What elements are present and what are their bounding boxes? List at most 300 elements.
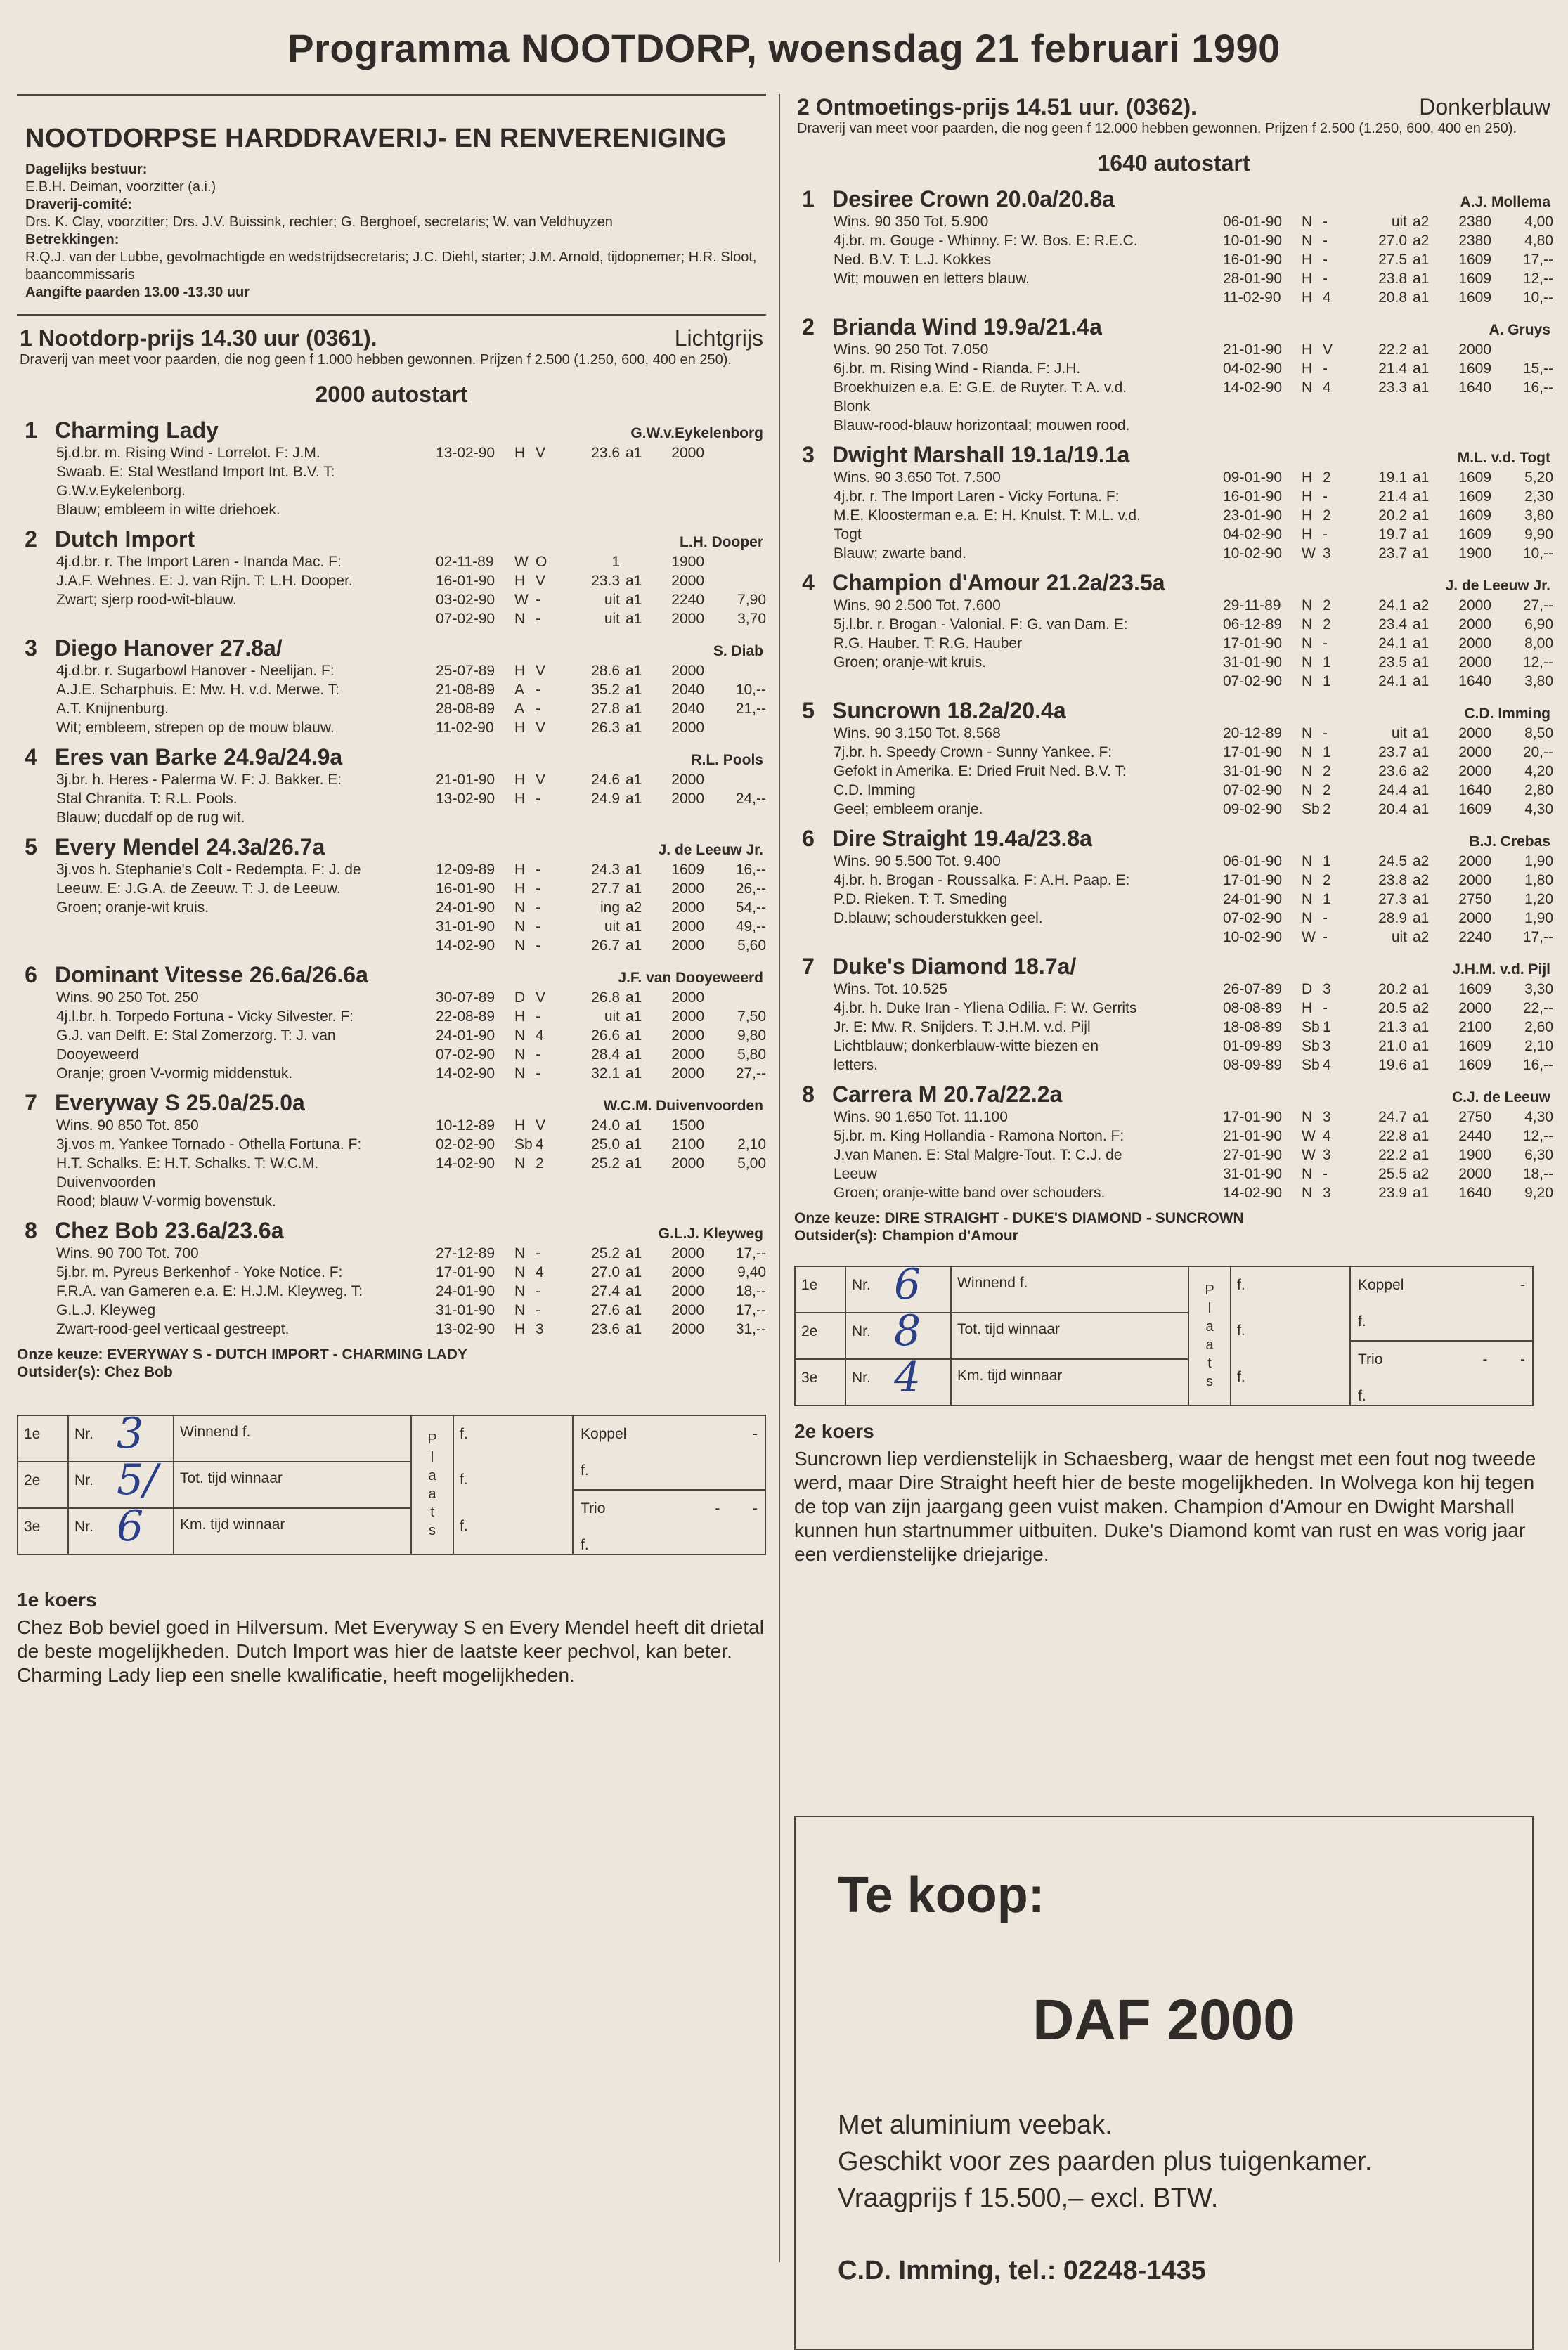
pick-nr-field[interactable] (846, 1306, 952, 1358)
run-distance: 2000 (1458, 1166, 1491, 1182)
run-odds (704, 571, 766, 590)
horse-info (56, 661, 436, 737)
run-place: - (536, 862, 540, 878)
horse-info-line: D.blauw; schouderstukken geel. (834, 910, 1043, 926)
run-row (436, 1282, 766, 1301)
run-start: a2 (1413, 872, 1430, 888)
run-distance: 2000 (1458, 763, 1491, 779)
run-time: 24.9 (591, 791, 620, 807)
horse-info-line: 4j.d.br. r. Sugarbowl Hanover - Neelijan. F: (56, 663, 335, 679)
horse-body (17, 988, 766, 1083)
koppel-cell[interactable] (1351, 1267, 1532, 1304)
run-track: H (1302, 342, 1313, 358)
run-start: a1 (1413, 526, 1430, 543)
run-place: 2 (1323, 782, 1331, 798)
handwritten-pick: 8 (894, 1306, 921, 1356)
horse-info-line: 5j.br. m. King Hollandia - Ramona Norton. F: (834, 1128, 1125, 1144)
outsider-value: Champion d'Amour (881, 1228, 1018, 1244)
horse-entry (794, 954, 1553, 1075)
race-header (17, 316, 766, 351)
run-distance: 1609 (1458, 361, 1491, 377)
run-time: 23.7 (1378, 545, 1407, 561)
horse-info (834, 980, 1223, 1075)
run-place: 2 (1323, 801, 1331, 817)
handwritten-pick: 6 (117, 1502, 144, 1551)
pick-position: 2e (18, 1462, 69, 1507)
horse-body (17, 860, 766, 955)
pick-nr-label: Nr. (74, 1472, 93, 1488)
run-row (1223, 378, 1553, 397)
run-date: 24-01-90 (436, 900, 495, 916)
run-odds (704, 552, 766, 571)
run-odds: 4,30 (1524, 801, 1553, 817)
run-time: 27.4 (591, 1283, 620, 1299)
run-time: uit (604, 918, 620, 935)
run-time: 26.7 (591, 937, 620, 954)
koppel-dash: - (1520, 1277, 1525, 1293)
horse-info (834, 852, 1223, 947)
horse-info-line: Blonk (834, 398, 871, 415)
run-row (1223, 1108, 1553, 1127)
horse-name: Eres van Barke 24.9a/24.9a (55, 744, 343, 770)
run-row (436, 1154, 766, 1173)
horse-driver: M.L. v.d. Togt (1457, 450, 1550, 466)
horse-number: 3 (802, 442, 815, 467)
run-start: a1 (1413, 545, 1430, 561)
run-place: 4 (1323, 1057, 1331, 1073)
horse-info-line: G.J. van Delft. E: Stal Zomerzorg. T: J. van (56, 1027, 336, 1044)
horse-name: Dominant Vitesse 26.6a/26.6a (55, 962, 368, 987)
outsider-label: Outsider(s): (794, 1228, 879, 1244)
run-date: 21-08-89 (436, 682, 495, 698)
run-odds: 17,-- (735, 1302, 766, 1318)
run-row (1223, 615, 1553, 634)
run-row (1223, 1037, 1553, 1056)
run-row (1223, 1183, 1553, 1202)
koppel-f-cell[interactable] (574, 1453, 765, 1489)
run-place: - (536, 611, 540, 627)
run-track: N (1302, 379, 1313, 396)
run-odds: 16,-- (1522, 379, 1553, 396)
run-row (436, 1244, 766, 1263)
run-place: 1 (1323, 654, 1331, 670)
pick-form-left (18, 1409, 412, 1554)
trio-cell[interactable] (1351, 1340, 1532, 1378)
run-distance: 2000 (1458, 1000, 1491, 1016)
run-odds: 9,80 (737, 1027, 766, 1044)
run-odds: 4,00 (1524, 214, 1553, 230)
horse-runs (436, 443, 766, 519)
run-distance: 2000 (671, 573, 704, 589)
horse-runs (436, 552, 766, 628)
pick-nr-field[interactable] (846, 1353, 952, 1405)
run-date: 02-11-89 (436, 554, 494, 570)
run-track: H (514, 862, 526, 878)
run-odds: 49,-- (735, 918, 766, 935)
pick-form-row (18, 1455, 410, 1509)
horse-entry (17, 1090, 766, 1211)
run-distance: 1900 (1458, 1147, 1491, 1163)
horse-info-line: 5j.br. m. Pyreus Berkenhof - Yoke Notice. F: (56, 1264, 343, 1280)
horse-info-line: 5j.d.br. m. Rising Wind - Lorrelot. F: J.M. (56, 445, 320, 461)
run-track: N (1302, 1185, 1313, 1201)
run-distance: 2040 (671, 701, 704, 717)
pick-position: 1e (18, 1416, 69, 1461)
run-time: 28.9 (1378, 910, 1407, 926)
run-place: - (536, 1008, 540, 1025)
run-row (1223, 672, 1553, 691)
run-odds: 17,-- (1522, 252, 1553, 268)
run-distance: 2000 (1458, 910, 1491, 926)
run-time: 22.2 (1378, 1147, 1407, 1163)
run-row (1223, 743, 1553, 762)
run-start: a1 (1413, 507, 1430, 524)
run-odds: 10,-- (735, 682, 766, 698)
run-row (436, 936, 766, 955)
horse-number: 8 (25, 1218, 37, 1243)
run-start: a2 (1413, 929, 1430, 945)
horse-info-line: 4j.d.br. r. The Import Laren - Inanda Mac. F: (56, 554, 342, 570)
horse-name: Suncrown 18.2a/20.4a (832, 698, 1066, 723)
horse-runs (1223, 468, 1553, 563)
run-date: 24-01-90 (1223, 891, 1283, 907)
plaats-letter: a (428, 1468, 436, 1484)
pick-nr-label: Nr. (74, 1519, 93, 1535)
race-2 (794, 84, 1553, 1566)
plaats-letter: s (429, 1523, 436, 1538)
horse-runs (436, 860, 766, 955)
run-start: a1 (1413, 725, 1430, 741)
outsider-label: Outsider(s): (17, 1364, 101, 1380)
handwritten-pick: 4 (894, 1353, 921, 1402)
run-track: N (514, 918, 526, 935)
run-row (1223, 231, 1553, 250)
run-track: H (1302, 1000, 1313, 1016)
run-track: N (1302, 1109, 1313, 1125)
run-time: 24.7 (1378, 1109, 1407, 1125)
horse-info (56, 443, 436, 519)
horse-info-line: Duivenvoorden (56, 1174, 156, 1190)
pick-form-label: Winnend f. (957, 1275, 1028, 1291)
trio-cell[interactable] (574, 1489, 765, 1527)
horse-body (794, 340, 1553, 435)
run-time: 24.6 (591, 772, 620, 788)
horse-body (794, 596, 1553, 691)
club-line: R.Q.J. van der Lubbe, gevolmachtigde en wedstrijdsecretaris; J.C. Diehl, starter; J.M. Arnold, tijdopnemer; H.R. Sloot, baancommissaris (25, 249, 757, 283)
run-time: 32.1 (591, 1065, 620, 1082)
trio-f-cell[interactable] (1351, 1378, 1532, 1415)
run-place: V (536, 1117, 546, 1134)
club-line: E.B.H. Deiman, voorzitter (a.i.) (25, 179, 216, 195)
horse-header (794, 698, 1553, 724)
run-row (436, 1135, 766, 1154)
pick-f-field[interactable]: f. (460, 1426, 468, 1442)
run-odds (704, 661, 766, 680)
horse-entry (794, 186, 1553, 307)
horse-header (17, 962, 766, 988)
run-odds: 17,-- (1522, 929, 1553, 945)
run-place: 1 (1323, 673, 1331, 689)
run-place: 3 (536, 1321, 544, 1337)
run-track: N (1302, 214, 1313, 230)
run-date: 12-09-89 (436, 862, 495, 878)
horse-entry (794, 314, 1553, 435)
run-time: 21.4 (1378, 361, 1407, 377)
run-distance: 2000 (671, 611, 704, 627)
horse-number: 3 (25, 635, 37, 661)
run-time: 23.3 (1378, 379, 1407, 396)
horse-info-line: Swaab. E: Stal Westland Import Int. B.V. T: (56, 464, 335, 480)
horse-info-line: P.D. Rieken. T: T. Smeding (834, 891, 1008, 907)
run-date: 09-02-90 (1223, 801, 1283, 817)
plaats-letter: P (1205, 1283, 1214, 1298)
run-time: uit (604, 611, 620, 627)
run-odds: 27,-- (735, 1065, 766, 1082)
horse-entry (17, 834, 766, 955)
plaats-label (1189, 1267, 1231, 1405)
run-distance: 1609 (1458, 801, 1491, 817)
horse-info-line: 4j.br. h. Brogan - Roussalka. F: A.H. Paap. E: (834, 872, 1130, 888)
run-distance: 1609 (1458, 1057, 1491, 1073)
horse-info (56, 988, 436, 1083)
horse-header (17, 1218, 766, 1244)
run-track: N (1302, 891, 1313, 907)
horse-info-line: Blauw-rood-blauw horizontaal; mouwen rood. (834, 417, 1130, 434)
horse-driver: R.L. Pools (691, 752, 763, 768)
run-date: 25-07-89 (436, 663, 495, 679)
run-date: 06-01-90 (1223, 853, 1283, 869)
run-time: 24.1 (1378, 597, 1407, 614)
pick-f-field[interactable]: f. (1237, 1323, 1245, 1339)
run-distance: 2000 (1458, 597, 1491, 614)
horse-info (834, 212, 1223, 307)
horse-number: 7 (25, 1090, 37, 1115)
comment-text: Suncrown liep verdienstelijk in Schaesberg, waar de hengst met een fout nog tweede werd, maar Dire Straight heeft hier de beste mogelijkheden. In Wolvega kon hij tegen de top van zijn jaargang geen vuist maken. Champion d'Amour en Dwight Marshall kunnen hun startnummer uitbuiten. Duke's Diamond komt van rust en was vorig jaar een verdienstelijke driejarige. (794, 1448, 1536, 1565)
left-column (17, 94, 766, 2255)
run-distance: 2000 (1458, 342, 1491, 358)
picks-line (794, 1209, 1553, 1227)
run-track: N (1302, 744, 1313, 760)
horse-name: Brianda Wind 19.9a/21.4a (832, 314, 1102, 339)
horse-info-line: Blauw; zwarte band. (834, 545, 967, 561)
run-track: N (514, 1065, 526, 1082)
outsider-line (17, 1363, 766, 1381)
run-distance: 1609 (1458, 271, 1491, 287)
run-odds: 2,10 (1524, 1038, 1553, 1054)
run-place: - (536, 701, 540, 717)
run-date: 14-02-90 (436, 1155, 495, 1171)
pick-nr-label: Nr. (852, 1370, 871, 1386)
run-start: a1 (626, 720, 642, 736)
run-track: A (514, 682, 525, 698)
plaats-letter: s (1206, 1374, 1213, 1389)
horse-header (794, 1082, 1553, 1108)
run-odds: 4,20 (1524, 763, 1553, 779)
run-distance: 2000 (671, 772, 704, 788)
pick-form-label: Km. tijd winnaar (957, 1368, 1063, 1384)
run-date: 30-07-89 (436, 989, 495, 1006)
run-distance: 2000 (1458, 872, 1491, 888)
horse-info (834, 468, 1223, 563)
run-time: 22.2 (1378, 342, 1407, 358)
run-track: Sb (1302, 1038, 1320, 1054)
horse-driver: A. Gruys (1489, 322, 1550, 338)
column-divider (779, 94, 780, 2262)
pick-nr-field[interactable] (69, 1455, 174, 1507)
ad-contact: C.D. Imming, tel.: 02248-1435 (838, 2256, 1206, 2285)
pick-position: 3e (18, 1509, 69, 1554)
run-start: a1 (626, 701, 642, 717)
run-odds: 2,30 (1524, 488, 1553, 505)
horse-name: Duke's Diamond 18.7a/ (832, 954, 1077, 979)
run-date: 07-02-90 (436, 1046, 495, 1063)
horse-entry (17, 526, 766, 628)
horse-info (834, 596, 1223, 691)
horse-info-line: Leeuw (834, 1166, 877, 1182)
ad-title: Te koop: (838, 1867, 1045, 1923)
run-row (1223, 999, 1553, 1018)
run-row (436, 917, 766, 936)
pick-f-field[interactable]: f. (460, 1517, 468, 1534)
run-track: A (514, 701, 525, 717)
run-start: a1 (626, 862, 642, 878)
pick-form-row (796, 1353, 1188, 1405)
run-odds: 8,00 (1524, 635, 1553, 651)
run-track: H (1302, 271, 1313, 287)
run-start: a1 (626, 1117, 642, 1134)
pick-position: 2e (796, 1313, 846, 1358)
run-start: a1 (626, 1065, 642, 1082)
run-place: - (536, 918, 540, 935)
horse-info-line: Wins. 90 2.500 Tot. 7.600 (834, 597, 1001, 614)
run-date: 17-01-90 (436, 1264, 495, 1280)
horse-number: 1 (25, 417, 37, 443)
horse-info-line: J.van Manen. E: Stal Malgre-Tout. T: C.J. de (834, 1147, 1122, 1163)
run-date: 17-01-90 (1223, 744, 1283, 760)
pick-f-field[interactable]: f. (460, 1472, 468, 1488)
horse-info-line: Geel; embleem oranje. (834, 801, 983, 817)
run-place: - (536, 592, 540, 608)
run-place: - (536, 1065, 540, 1082)
run-distance: 2000 (671, 663, 704, 679)
run-date: 28-01-90 (1223, 271, 1283, 287)
horse-body (17, 661, 766, 737)
run-date: 31-01-90 (1223, 763, 1283, 779)
run-odds: 4,80 (1524, 233, 1553, 249)
run-track: D (514, 989, 526, 1006)
run-time: 20.8 (1378, 290, 1407, 306)
run-place: - (1323, 1166, 1328, 1182)
run-place: - (536, 791, 540, 807)
plaats-letter: a (1205, 1319, 1214, 1335)
horse-info-line: Wins. 90 5.500 Tot. 9.400 (834, 853, 1001, 869)
horse-header (794, 826, 1553, 852)
club-name: NOOTDORPSE HARDDRAVERIJ- EN RENVERENIGING (25, 124, 727, 153)
run-track: H (514, 573, 526, 589)
run-date: 26-07-89 (1223, 981, 1283, 997)
run-row (1223, 928, 1553, 947)
run-distance: 2000 (671, 1008, 704, 1025)
koppel-f-cell[interactable] (1351, 1304, 1532, 1340)
horse-header (17, 744, 766, 770)
run-place: V (536, 573, 546, 589)
run-distance: 2000 (671, 791, 704, 807)
run-track: H (514, 1008, 526, 1025)
pick-form-row (18, 1502, 410, 1554)
horse-entry (17, 417, 766, 519)
run-place: V (536, 663, 546, 679)
run-track: D (1302, 981, 1313, 997)
run-time: 28.6 (591, 663, 620, 679)
run-place: 3 (1323, 1185, 1331, 1201)
run-date: 17-01-90 (1223, 872, 1283, 888)
horse-name: Everyway S 25.0a/25.0a (55, 1090, 305, 1115)
run-date: 20-12-89 (1223, 725, 1283, 741)
run-distance: 1609 (1458, 469, 1491, 486)
pick-f-field[interactable]: f. (1237, 1277, 1245, 1293)
run-odds: 26,-- (735, 881, 766, 897)
run-start: a1 (626, 772, 642, 788)
run-track: W (1302, 929, 1316, 945)
run-time: 27.8 (591, 701, 620, 717)
pick-f-field[interactable]: f. (1237, 1368, 1245, 1385)
pick-f-column (454, 1416, 574, 1554)
run-row (436, 898, 766, 917)
run-row (1223, 468, 1553, 487)
run-track: N (1302, 910, 1313, 926)
horse-runs (1223, 596, 1553, 691)
run-start: a1 (1413, 488, 1430, 505)
run-start: a1 (626, 663, 642, 679)
horse-info (56, 552, 436, 628)
pick-nr-field[interactable] (69, 1409, 174, 1461)
run-place: 4 (536, 1136, 544, 1153)
run-time: 23.7 (1378, 744, 1407, 760)
run-time: uit (1391, 929, 1407, 945)
run-distance: 2000 (1458, 744, 1491, 760)
run-time: 24.5 (1378, 853, 1407, 869)
pick-nr-field[interactable] (69, 1502, 174, 1554)
plaats-letter: P (427, 1432, 437, 1447)
run-date: 31-01-90 (436, 918, 495, 935)
horse-info-line: Broekhuizen e.a. E: G.E. de Ruyter. T: A. v.d. (834, 379, 1127, 396)
run-time: 23.6 (591, 1321, 620, 1337)
run-distance: 1609 (1458, 488, 1491, 505)
run-distance: 2000 (671, 937, 704, 954)
plaats-label (412, 1416, 454, 1554)
trio-label: Trio (581, 1500, 606, 1517)
plaats-letter: a (1205, 1337, 1214, 1353)
run-odds: 4,30 (1524, 1109, 1553, 1125)
koppel-cell[interactable] (574, 1416, 765, 1453)
run-date: 31-01-90 (1223, 1166, 1283, 1182)
run-date: 17-01-90 (1223, 635, 1283, 651)
run-distance: 2000 (671, 1321, 704, 1337)
run-odds: 17,-- (735, 1245, 766, 1261)
run-time: 25.2 (591, 1245, 620, 1261)
horse-info-line: 3j.vos m. Yankee Tornado - Othella Fortuna. F: (56, 1136, 362, 1153)
run-time: 27.7 (591, 881, 620, 897)
run-time: 27.0 (1378, 233, 1407, 249)
run-row (1223, 1127, 1553, 1145)
run-time: 27.5 (1378, 252, 1407, 268)
pick-nr-field[interactable] (846, 1260, 952, 1312)
trio-f-cell[interactable] (574, 1527, 765, 1564)
koppel-f: f. (581, 1462, 589, 1479)
pick-nr-label: Nr. (852, 1277, 871, 1293)
run-date: 31-01-90 (436, 1302, 495, 1318)
run-place: 4 (1323, 290, 1331, 306)
